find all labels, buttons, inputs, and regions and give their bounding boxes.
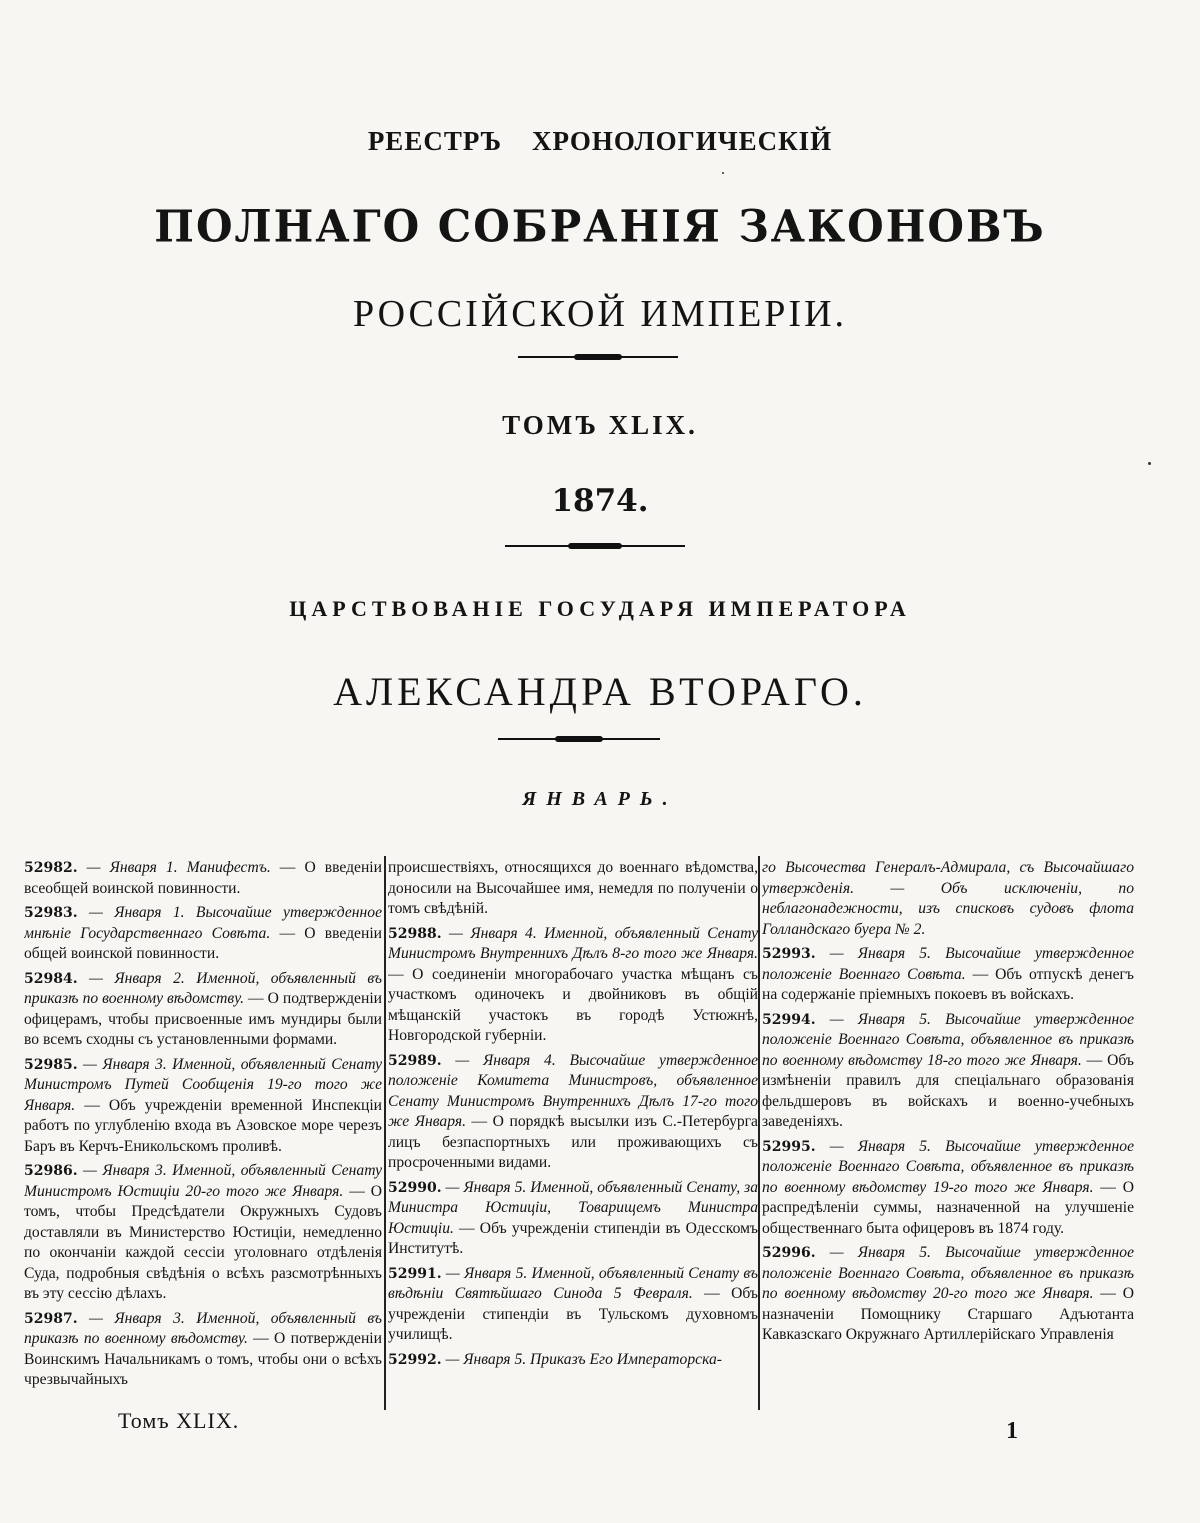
column-divider (758, 856, 760, 1410)
entry-text: — О томъ, чтобы Предсѣдатели Окружныхъ Судовъ доставляли въ Министерство Юстиціи, немедленно по окончаніи каждой сессіи уголовнаго отдѣленія Суда, подробныя свѣдѣнія о всѣхъ разсмотрѣнныхъ въ эту сессію дѣлахъ. (24, 1182, 382, 1302)
entry-text: — О введеніи всеобщей воинской повинности. (24, 859, 382, 897)
register-title (0, 126, 1200, 157)
entry-date: — Января 3. Именной, объявленный Сенату Министромъ Путей Сообщенія 19-го того же Января. (24, 1055, 382, 1114)
register-entry (24, 1309, 382, 1391)
entry-continuation: происшествіяхъ, относящихся до военнаго вѣдомства, доносили на Высочайшее имя, немедля по полученіи о томъ свѣдѣній. (388, 859, 758, 917)
register-entry (762, 1137, 1134, 1240)
entry-date: — Января 2. Именной, объявленный въ приказѣ по военному вѣдомству. (24, 969, 382, 1007)
entry-text: — О назначеніи Помощнику Старшаго Адъютанта Кавказскаго Окружнаго Артиллерійскаго Управленія (762, 1285, 1134, 1343)
entry-date: — Января 3. Именной, объявленный въ приказѣ по военному вѣдомству. (24, 1309, 382, 1347)
register-entry (388, 1178, 758, 1260)
register-entry (762, 944, 1134, 1006)
entry-number: 52988. (388, 925, 442, 942)
entry-text: — О соединеніи многорабочаго участка мѣщанъ съ участкомъ одиночекъ и двойниковъ въ общій мѣщанскій участокъ въ городѣ Устюжнѣ, Новгородской губерніи. (388, 965, 758, 1044)
collection-title: ПОЛНАГО СОБРАНІЯ ЗАКОНОВЪ (154, 200, 1046, 253)
entry-date: — Января 5. Именной, объявленный Сенату, за Министра Юстиціи, Товарищемъ Министра Юстиціи. (388, 1178, 758, 1237)
entry-date: — Января 5. Именной, объявленный Сенату въ вѣдѣніи Святѣйшаго Синода 5 Февраля. (388, 1264, 758, 1302)
register-column-1 (24, 858, 382, 1408)
ornamental-rule (505, 545, 685, 547)
entry-text: — Объ отпускѣ денегъ на содержаніе пріемныхъ покоевъ въ войскахъ. (762, 965, 1134, 1003)
entry-number: 52991. (388, 1265, 442, 1282)
entry-date: — Января 1. Высочайше утвержденное мнѣніе Государственнаго Совѣта. (24, 904, 382, 942)
year-title: 1874. (551, 483, 649, 519)
register-entry (24, 858, 382, 899)
entry-date: — Января 5. Высочайше утвержденное положеніе Военнаго Совѣта. (762, 945, 1134, 983)
page-number: 1 (1006, 1418, 1018, 1444)
entry-number: 52992. (388, 1351, 442, 1368)
entry-date: — Января 4. Именной, объявленный Сенату Министромъ Внутреннихъ Дѣлъ 8-го того же Января. (388, 924, 758, 962)
entry-text: — О подтвержденіи офицерамъ, чтобы присвоенные имъ мундиры были во всемъ сходны съ установленными формами. (24, 990, 382, 1048)
entry-date: — Января 3. Именной, объявленный Сенату Министромъ Юстиціи 20-го того же Января. (24, 1162, 382, 1200)
entry-number: 52995. (762, 1138, 816, 1155)
register-entry (24, 969, 382, 1051)
register-entry (388, 1264, 758, 1346)
entry-text: — Объ измѣненіи правилъ для спеціальнаго образованія фельдшеровъ въ войскахъ и военно-учебныхъ заведеніяхъ. (762, 1051, 1134, 1130)
entry-number: 52989. (388, 1052, 442, 1069)
empire-title: РОССІЙСКОЙ ИМПЕРІИ. (352, 293, 848, 335)
reign-title: ЦАРСТВОВАНІЕ ГОСУДАРЯ ИМПЕРАТОРА (289, 596, 911, 621)
entry-number: 52986. (24, 1163, 78, 1179)
month-heading: ЯНВАРЬ. (522, 788, 678, 810)
register-entry (388, 1051, 758, 1174)
register-column-3 (762, 858, 1134, 1408)
register-entry (24, 903, 382, 965)
entry-number: 52996. (762, 1245, 816, 1261)
register-entry (388, 924, 758, 1047)
register-entry (388, 1350, 758, 1371)
entry-date: — Января 5. Высочайше утвержденное положеніе Военнаго Совѣта, объявленное въ приказѣ по военному вѣдомству 18-го того же Января. (762, 1010, 1134, 1069)
register-entry (24, 1161, 382, 1305)
entry-text: — О потвержденіи Воинскимъ Начальникамъ о томъ, чтобы они о всѣхъ чрезвычайныхъ (24, 1330, 382, 1388)
entry-text: — Объ учрежденіи стипендіи въ Одесскомъ Институтѣ. (388, 1219, 758, 1257)
entry-number: 52984. (24, 970, 78, 987)
ornamental-rule (518, 356, 678, 358)
register-column-2 (388, 858, 758, 1408)
entry-date: — Января 5. Приказъ Его Императорска- (445, 1350, 722, 1368)
entry-number: 52983. (24, 905, 78, 921)
print-speck (1148, 462, 1151, 465)
register-entry (762, 1243, 1134, 1346)
entry-text: — О порядкѣ высылки изъ С.-Петербурга лицъ безпаспортныхъ или проживающихъ съ просроченными видами. (388, 1113, 758, 1171)
register-entry (762, 1010, 1134, 1133)
emperor-title: АЛЕКСАНДРА ВТОРАГО. (333, 669, 867, 714)
entry-number: 52993. (762, 946, 816, 962)
entry-continuation: го Высочества Генералъ-Адмирала, съ Высочайшаго утвержденія. — Объ исключеніи, по неблагонадежности, изъ списковъ судовъ флота Голландскаго буера № 2. (762, 859, 1134, 938)
entry-number: 52982. (24, 860, 78, 876)
register-title-left: РЕЕСТРЪ (367, 126, 502, 156)
entry-date: — Января 5. Высочайше утвержденное положеніе Военнаго Совѣта, объявленное въ приказѣ по военному вѣдомству 20-го того же Января. (762, 1244, 1134, 1302)
entry-date: — Января 4. Высочайше утвержденное положеніе Комитета Министровъ, объявленное Сенату Министромъ Внутреннихъ Дѣлъ 17-го того же Января. (388, 1051, 758, 1130)
entry-date: — Января 5. Высочайше утвержденное положеніе Военнаго Совѣта, объявленное въ приказѣ по военному вѣдомству 19-го того же Января. (762, 1137, 1134, 1196)
entry-number: 52994. (762, 1011, 816, 1028)
register-entry (24, 1055, 382, 1158)
entry-text: — Объ учрежденіи временной Инспекціи работъ по углубленію входа въ Азовское море черезъ Баръ въ Керчъ-Еникольскомъ проливѣ. (24, 1096, 382, 1155)
footer-volume: Томъ XLIX. (118, 1408, 240, 1433)
entry-text: — О распредѣленіи суммы, назначенной на улучшеніе общественнаго быта офицеровъ въ 1874 году. (762, 1178, 1134, 1237)
print-speck (722, 172, 724, 174)
entry-text: — О введеніи общей воинской повинности. (24, 924, 382, 962)
entry-text: — Объ учрежденіи стипендіи въ Тульскомъ духовномъ училищѣ. (388, 1285, 758, 1343)
entry-date: — Января 1. Манифестъ. (86, 859, 271, 876)
entry-number: 52987. (24, 1310, 78, 1327)
entry-number: 52985. (24, 1056, 78, 1073)
ornamental-rule (498, 738, 660, 740)
register-title-right: ХРОНОЛОГИЧЕСКІЙ (531, 126, 833, 156)
entry-number: 52990. (388, 1179, 442, 1196)
volume-title: ТОМЪ XLIX. (502, 410, 698, 440)
column-divider (384, 856, 386, 1410)
